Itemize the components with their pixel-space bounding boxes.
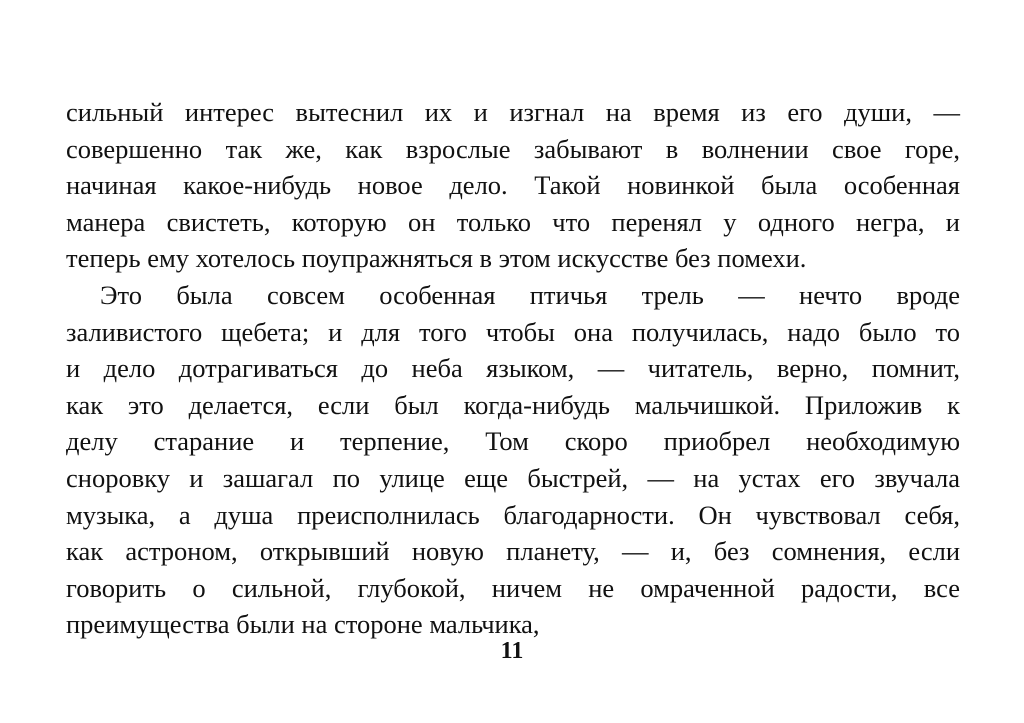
body-text bbox=[66, 94, 960, 643]
text-line: сильный интерес вытеснил их и изгнал на время из его души, — bbox=[66, 97, 960, 127]
text-line: преимущества были на стороне мальчика, bbox=[66, 609, 540, 640]
text-line: заливистого щебета; и для того чтобы она получилась, надо было то bbox=[66, 316, 960, 347]
text-line: музыка, а душа преисполнилась благодарности. Он чувствовал себя, bbox=[66, 499, 960, 530]
text-line: и дело дотрагиваться до неба языком, — читатель, верно, помнит, bbox=[66, 353, 960, 384]
text-line: начиная какое-нибудь новое дело. Такой новинкой была особенная bbox=[66, 170, 960, 201]
text-line: как это делается, если был когда-нибудь мальчишкой. Приложив к bbox=[66, 389, 960, 420]
text-line: сноровку и зашагал по улице еще быстрей, — на устах его звучала bbox=[66, 462, 960, 493]
text-line: совершенно так же, как взрослые забывают в волнении свое горе, bbox=[66, 133, 960, 164]
text-line: как астроном, открывший новую планету, — и, без сомнения, если bbox=[66, 536, 960, 567]
text-line: говорить о сильной, глубокой, ничем не омраченной радости, все bbox=[66, 572, 960, 603]
text-line: манера свистеть, которую он только что перенял у одного негра, и bbox=[66, 206, 960, 237]
page-number: 11 bbox=[500, 638, 524, 664]
text-line-paragraph-start: Это была совсем особенная птичья трель — нечто вроде bbox=[100, 279, 960, 310]
text-line: теперь ему хотелось поупражняться в этом искусстве без помехи. bbox=[66, 243, 807, 274]
text-line: делу старание и терпение, Том скоро приобрел необходимую bbox=[66, 426, 960, 457]
